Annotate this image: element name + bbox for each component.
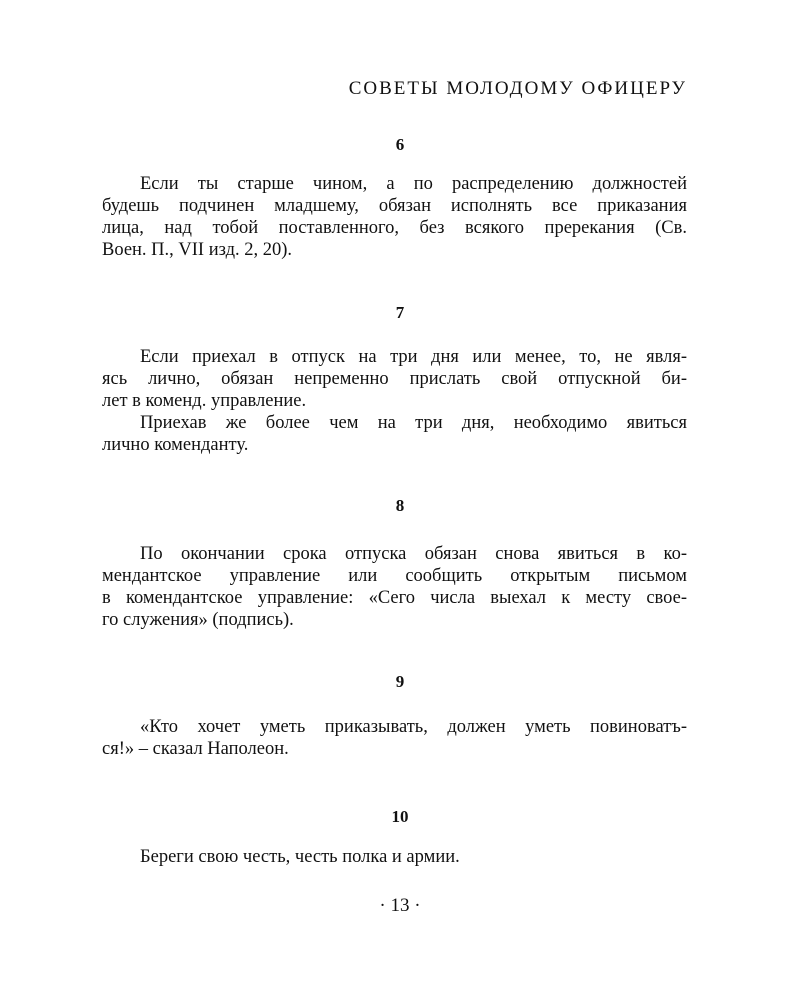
text-line: лет в коменд. управление.	[102, 391, 307, 411]
text-line: Если ты старше чином, а по распределению должностей	[140, 174, 687, 194]
section-number: 9	[395, 672, 405, 691]
section-number: 6	[395, 135, 405, 154]
text-line: ясь лично, обязан непременно прислать свой отпускной би-	[102, 369, 687, 389]
text-line: Если приехал в отпуск на три дня или менее, то, не явля-	[140, 347, 687, 367]
text-line: го служения» (подпись).	[102, 610, 294, 630]
section-number: 7	[395, 303, 405, 322]
text-line: лично коменданту.	[102, 435, 249, 455]
text-line: Приехав же более чем на три дня, необходимо явиться	[140, 413, 687, 433]
text-line: Береги свою честь, честь полка и армии.	[140, 847, 460, 867]
text-line: По окончании срока отпуска обязан снова явиться в ко-	[140, 544, 687, 564]
text-line: мендантское управление или сообщить открытым письмом	[102, 566, 687, 586]
section-number: 8	[395, 496, 405, 515]
text-line: лица, над тобой поставленного, без всякого пререкания (Св.	[102, 218, 687, 238]
running-head: СОВЕТЫ МОЛОДОМУ ОФИЦЕРУ	[348, 78, 687, 99]
text-line: ся!» – сказал Наполеон.	[102, 739, 289, 759]
text-line: «Кто хочет уметь приказывать, должен уметь повиноватъ-	[140, 717, 687, 737]
text-line: Воен. П., VII изд. 2, 20).	[102, 240, 293, 260]
page-number: · 13 ·	[379, 895, 421, 916]
text-line: будешь подчинен младшему, обязан исполнять все приказания	[102, 196, 687, 216]
section-number: 10	[391, 807, 409, 826]
text-line: в комендантское управление: «Сего числа выехал к месту свое-	[102, 588, 687, 608]
